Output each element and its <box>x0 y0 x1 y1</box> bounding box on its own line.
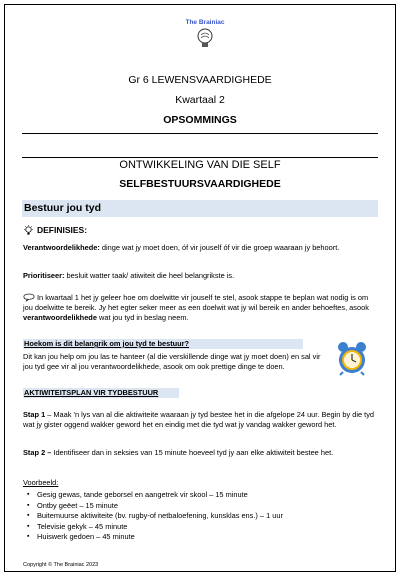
definitions-heading <box>23 225 377 236</box>
why-heading: Hoekom is dit belangrik om jou tyd te bestuur? <box>23 339 303 349</box>
step-2 <box>23 448 377 458</box>
list-item: ▪ Buitemuurse aktiwiteite (bv. rugby-of netbaloefening, kunsklas ens.) – 1 uur <box>27 511 283 522</box>
brain-bulb-icon <box>196 28 214 50</box>
definition-term: Prioritiseer: <box>23 271 65 280</box>
section-title: ONTWIKKELING VAN DIE SELF <box>119 159 281 171</box>
divider <box>22 133 378 134</box>
term-title: Kwartaal 2 <box>175 94 225 106</box>
list-item: ▪ Ontby geëet – 15 minute <box>27 501 283 512</box>
list-item: ▪ Huiswerk gedoen – 45 minute <box>27 532 283 543</box>
example-heading: Voorbeeld: <box>23 478 59 487</box>
why-paragraph: Dit kan jou help om jou las te hanteer (al die verskillende dinge wat jy moet doen) en sal vir jou tyd gee vir al jou verantwoordelikhede, asook om ook prettige dinge te doen. <box>23 352 321 372</box>
step-1-text: – Maak 'n lys van al die aktiwiteite waaraan jy tyd bestee het in die afgelope 24 uur. Begin by die tyd wat jy gister oggend wakker geword het en eindig met die tyd wat jy vandag wakker geword het. <box>23 410 375 430</box>
step-1 <box>23 410 377 430</box>
grade-title: Gr 6 LEWENSVAARDIGHEDE <box>128 74 272 86</box>
lightbulb-icon <box>23 225 34 236</box>
document-page <box>4 4 396 572</box>
topic-heading: Bestuur jou tyd <box>22 200 378 217</box>
definition-item <box>23 271 377 281</box>
definition-text: besluit watter taak/ atiwiteit die heel belangrikste is. <box>64 271 235 280</box>
step-2-label: Stap 2 – <box>23 448 52 457</box>
alarm-clock-icon <box>335 340 369 376</box>
example-list <box>27 490 283 543</box>
plan-heading: AKTIWITEITSPLAN VIR TYDBESTUUR <box>23 388 179 398</box>
intro-paragraph <box>23 293 377 324</box>
document-title: OPSOMMINGS <box>163 114 237 126</box>
section-subtitle: SELFBESTUURSVAARDIGHEDE <box>119 178 281 190</box>
copyright: Copyright © The Brainiac 2023 <box>23 562 99 568</box>
definition-term: Verantwoordelikhede: <box>23 243 100 252</box>
list-item: ▪ Televisie gekyk – 45 minute <box>27 522 283 533</box>
intro-text: In kwartaal 1 het jy geleer hoe om doelwitte vir jouself te stel, asook stappe te beplan wat nodig is om jou doelwitte te bereik. Jy het egter seker meer as een doelwit wat jy wil bereik en ander behoeftes, asook <box>23 293 369 313</box>
brainiac-logo <box>175 19 235 50</box>
logo-text: The Brainiac <box>185 19 225 26</box>
list-item: ▪ Gesig gewas, tande geborsel en aangetrek vir skool – 15 minute <box>27 490 283 501</box>
divider <box>22 157 378 158</box>
definition-text: dinge wat jy moet doen, óf vir jouself óf vir die groep waaraan jy behoort. <box>99 243 340 252</box>
intro-text-end: wat jou tyd in beslag neem. <box>96 313 189 323</box>
intro-bold: verantwoordelikhede <box>23 313 97 323</box>
speech-bubble-icon <box>23 293 35 302</box>
step-2-text: Identifiseer dan in seksies van 15 minute hoeveel tyd jy aan elke aktiwiteit bestee het. <box>51 448 334 457</box>
definitions-heading-text: DEFINISIES: <box>37 225 88 236</box>
step-1-label: Stap 1 <box>23 410 46 419</box>
definition-item <box>23 243 377 253</box>
